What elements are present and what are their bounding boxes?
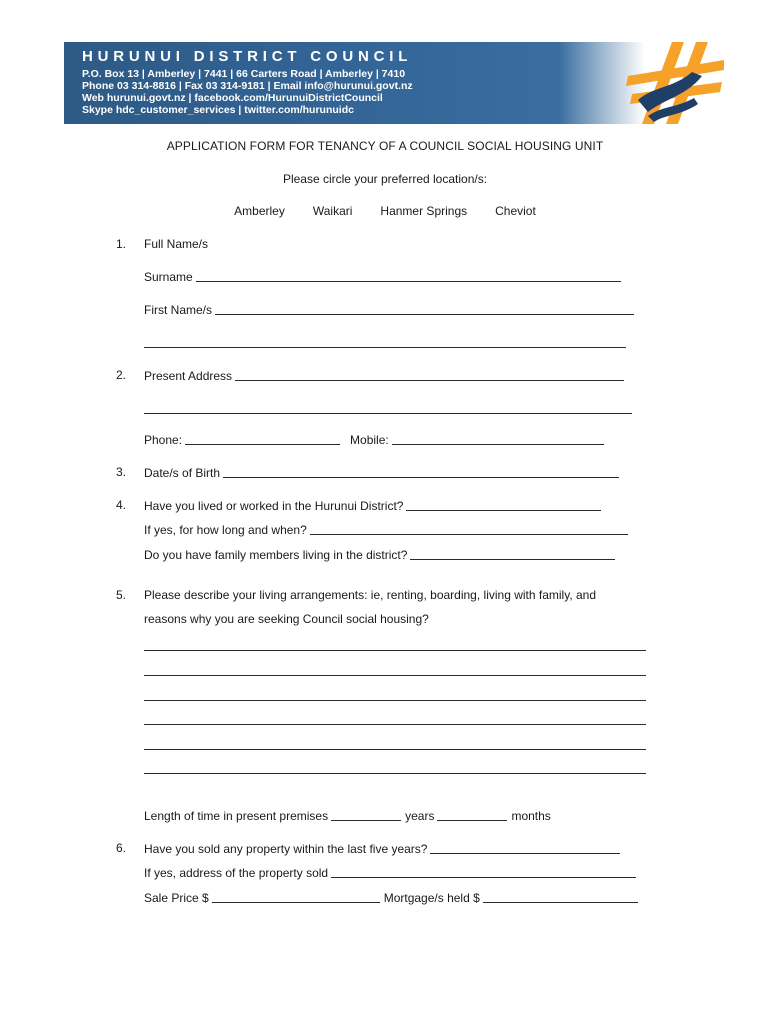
phone-label: Phone: (144, 433, 183, 447)
phone-field[interactable] (185, 432, 340, 445)
q5-line-1: Please describe your living arrangements: ie, renting, boarding, living with family, and (144, 588, 597, 602)
arrangements-row (144, 638, 646, 653)
arrangements-field-5[interactable] (144, 737, 646, 750)
mobile-label: Mobile: (350, 433, 389, 447)
dob-label: Date/s of Birth (144, 466, 221, 480)
first-names-label: First Name/s (144, 303, 213, 317)
lived-worked-field[interactable] (406, 498, 601, 511)
q1-number: 1. (116, 237, 127, 251)
contact-phone: Phone 03 314-8816 | Fax 03 314-9181 | Email info@hurunui.govt.nz (82, 80, 413, 92)
how-long-row (144, 522, 628, 537)
sale-price-field[interactable] (212, 890, 380, 903)
arrangements-row (144, 737, 646, 752)
surname-field[interactable] (196, 269, 621, 282)
dob-row (144, 465, 619, 480)
length-row (144, 808, 551, 823)
q5-line-2: reasons why you are seeking Council social housing? (144, 612, 429, 626)
sold-property-row (144, 841, 620, 856)
arrangements-row (144, 663, 646, 678)
address-row (144, 368, 624, 383)
family-row (144, 547, 615, 562)
sale-price-label: Sale Price $ (144, 891, 209, 905)
mobile-field[interactable] (392, 432, 604, 445)
arrangements-field-4[interactable] (144, 712, 646, 725)
q4-number: 4. (116, 498, 127, 512)
council-logo-icon (614, 42, 724, 124)
arrangements-field-3[interactable] (144, 688, 646, 701)
how-long-field[interactable] (310, 522, 628, 535)
surname-row (144, 269, 621, 284)
names-extra-field[interactable] (144, 335, 626, 348)
contact-address: P.O. Box 13 | Amberley | 7441 | 66 Carters Road | Amberley | 7410 (82, 68, 406, 80)
lived-worked-row (144, 498, 601, 513)
location-prompt: Please circle your preferred location/s: (282, 172, 488, 186)
arrangements-row (144, 688, 646, 703)
phone-row (144, 432, 604, 447)
q5-number: 5. (116, 588, 127, 602)
years-label: years (405, 809, 435, 823)
family-field[interactable] (410, 547, 615, 560)
present-address-label: Present Address (144, 369, 233, 383)
property-address-row (144, 865, 636, 880)
letterhead-banner (64, 42, 724, 124)
contact-web: Web hurunui.govt.nz | facebook.com/HurunuiDistrictCouncil (82, 92, 383, 104)
q2-number: 2. (116, 368, 127, 382)
contact-skype: Skype hdc_customer_services | twitter.com/hurunuidc (82, 104, 354, 116)
surname-label: Surname (144, 270, 193, 284)
years-field[interactable] (331, 808, 401, 821)
property-address-field[interactable] (331, 865, 636, 878)
location-options (0, 204, 770, 218)
arrangements-row (144, 712, 646, 727)
how-long-label: If yes, for how long and when? (144, 523, 307, 537)
arrangements-row (144, 761, 646, 776)
location-cheviot[interactable]: Cheviot (495, 204, 536, 218)
dob-field[interactable] (223, 465, 619, 478)
address-extra-field[interactable] (144, 401, 632, 414)
lived-worked-label: Have you lived or worked in the Hurunui District? (144, 499, 404, 513)
location-hanmer-springs[interactable]: Hanmer Springs (380, 204, 468, 218)
arrangements-field-2[interactable] (144, 663, 646, 676)
names-extra-row (144, 335, 626, 350)
location-amberley[interactable]: Amberley (234, 204, 285, 218)
sale-price-row (144, 890, 638, 905)
first-names-row (144, 302, 634, 317)
address-extra-row (144, 401, 632, 416)
property-address-label: If yes, address of the property sold (144, 866, 329, 880)
q3-number: 3. (116, 465, 127, 479)
first-names-field[interactable] (215, 302, 634, 315)
q6-number: 6. (116, 841, 127, 855)
family-label: Do you have family members living in the district? (144, 548, 408, 562)
q1-label: Full Name/s (144, 237, 209, 251)
length-label: Length of time in present premises (144, 809, 329, 823)
mortgage-label: Mortgage/s held $ (383, 891, 480, 905)
arrangements-field-1[interactable] (144, 638, 646, 651)
sold-property-field[interactable] (430, 841, 620, 854)
sold-property-label: Have you sold any property within the last five years? (144, 842, 428, 856)
mortgage-field[interactable] (483, 890, 638, 903)
arrangements-field-6[interactable] (144, 761, 646, 774)
present-address-field[interactable] (235, 368, 624, 381)
form-title: APPLICATION FORM FOR TENANCY OF A COUNCIL SOCIAL HOUSING UNIT (166, 139, 604, 153)
months-field[interactable] (437, 808, 507, 821)
council-name: HURUNUI DISTRICT COUNCIL (82, 48, 413, 65)
location-waikari[interactable]: Waikari (312, 204, 353, 218)
months-label: months (511, 809, 551, 823)
